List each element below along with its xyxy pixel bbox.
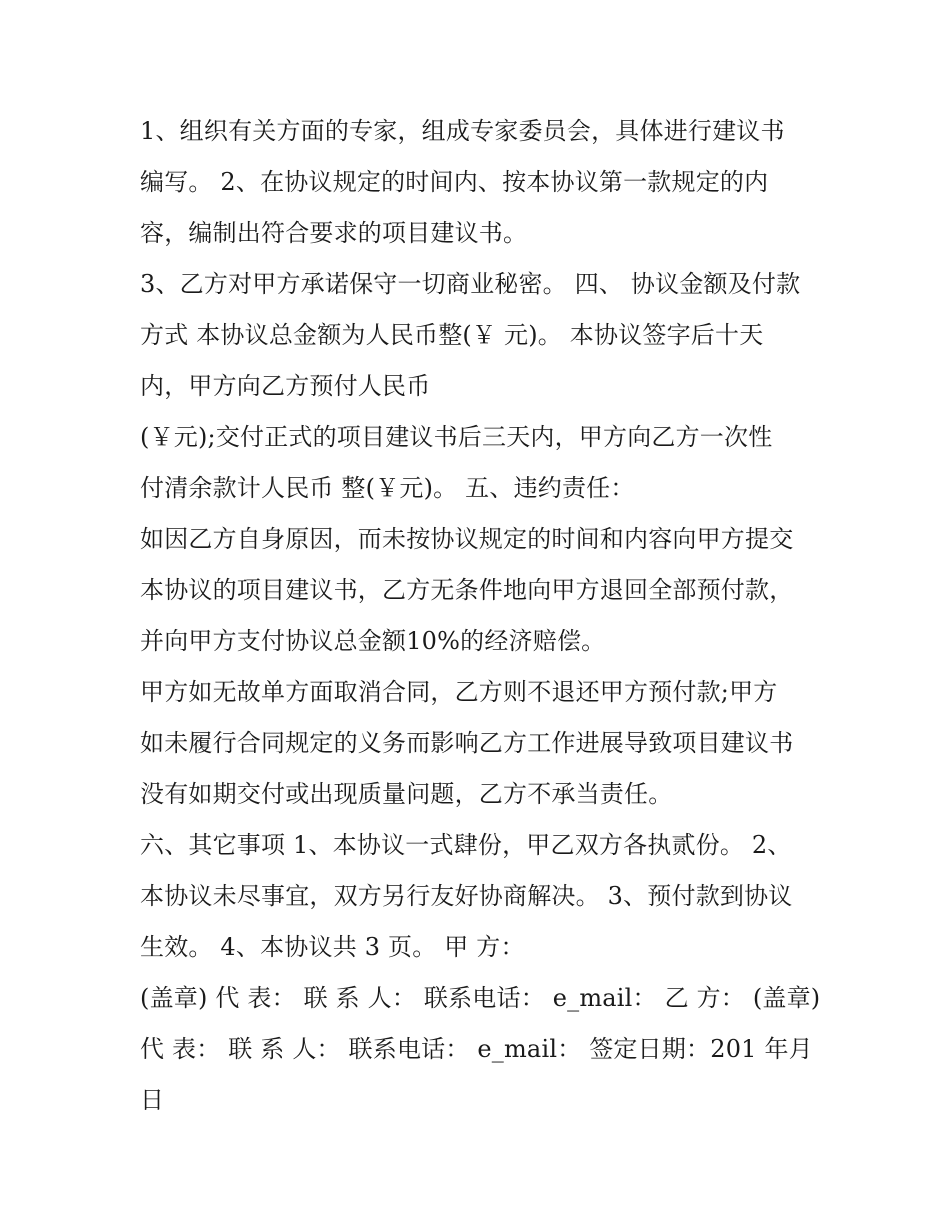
text-line: 编写。 2、在协议规定的时间内、按本协议第一款规定的内: [140, 168, 769, 196]
text-line: 本协议未尽事宜，双方另行友好协商解决。 3、预付款到协议: [140, 882, 793, 910]
text-line: 生效。 4、本协议共 3 页。 甲 方：: [140, 933, 525, 961]
text-line: (￥元);交付正式的项目建议书后三天内，甲方向乙方一次性: [140, 423, 773, 451]
text-line: 付清余款计人民币 整(￥元)。 五、违约责任：: [140, 474, 635, 502]
text-line: 并向甲方支付协议总金额10%的经济赔偿。: [140, 627, 606, 655]
text-line: 本协议的项目建议书，乙方无条件地向甲方退回全部预付款，: [140, 576, 794, 604]
text-line: 甲方如无故单方面取消合同，乙方则不退还甲方预付款;甲方: [140, 678, 778, 706]
text-line: 没有如期交付或出现质量问题，乙方不承当责任。: [140, 780, 673, 808]
text-line: 内，甲方向乙方预付人民币: [140, 372, 431, 400]
text-line: (盖章) 代 表： 联 系 人： 联系电话： e_mail： 乙 方： (盖章): [140, 984, 821, 1012]
text-line: 容，编制出符合要求的项目建议书。: [140, 219, 528, 247]
text-line: 3、乙方对甲方承诺保守一切商业秘密。 四、 协议金额及付款: [140, 270, 801, 298]
text-line: 1、组织有关方面的专家，组成专家委员会，具体进行建议书: [140, 117, 785, 145]
text-line: 六、其它事项 1、本协议一式肆份，甲乙双方各执贰份。 2、: [140, 831, 792, 859]
text-line: 如未履行合同规定的义务而影响乙方工作进展导致项目建议书: [140, 729, 794, 757]
document-body: [140, 106, 820, 1126]
text-line: 方式 本协议总金额为人民币整(￥ 元)。 本协议签字后十天: [140, 321, 764, 349]
text-line: 日: [140, 1086, 165, 1114]
text-line: 如因乙方自身原因，而未按协议规定的时间和内容向甲方提交: [140, 525, 794, 553]
text-line: 代 表： 联 系 人： 联系电话： e_mail： 签定日期：201 年月: [140, 1035, 813, 1063]
